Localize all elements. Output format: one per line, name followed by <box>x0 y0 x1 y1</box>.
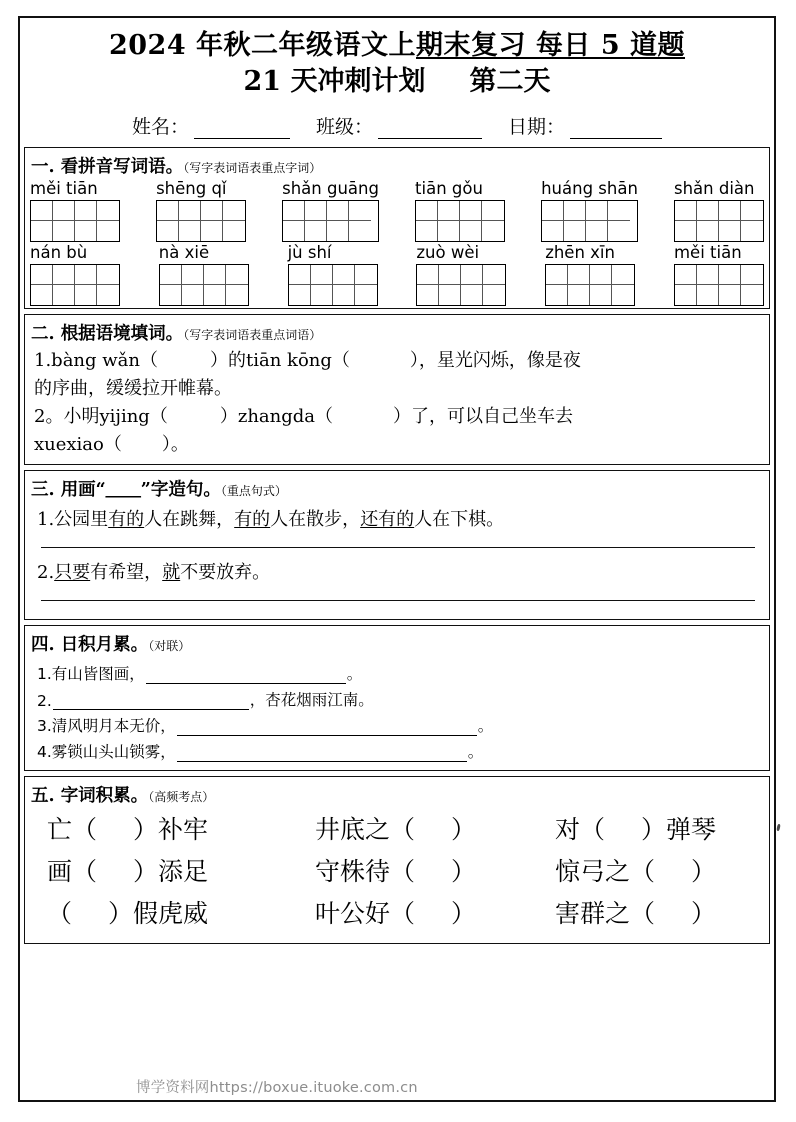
couplet-4-blank[interactable] <box>177 748 467 762</box>
idiom-item <box>555 812 755 848</box>
section-3-title-b: ”字造句。 <box>140 479 221 500</box>
couplet-1-blank[interactable] <box>146 670 346 684</box>
q1-part-a: 1.bàng wǎn（ <box>34 350 158 372</box>
section-2-body <box>25 347 769 464</box>
section-1-note: （写字表词语表重点字词） <box>183 161 322 176</box>
pinyin-label: jù shí <box>287 243 332 263</box>
section-2-note: （写字表词语表重点词语） <box>183 328 322 343</box>
tianzige-grid[interactable] <box>30 264 120 306</box>
tianzige-grid[interactable] <box>674 264 764 306</box>
q2-line2-part-b: ）。 <box>161 434 189 456</box>
date-label: 日期： <box>508 116 566 139</box>
pinyin-label: nán bù <box>30 243 88 263</box>
pinyin-label: shǎn diàn <box>673 179 755 199</box>
pinyin-label: nà xiē <box>158 243 210 263</box>
tianzige-grid[interactable] <box>159 264 249 306</box>
question-1-line-1 <box>34 347 762 375</box>
idiom-item <box>315 896 555 932</box>
idiom-before: 守株待（ <box>315 857 416 887</box>
s3-q2-p3: 就 <box>162 561 181 583</box>
section-3-number: 三. <box>31 479 55 500</box>
couplet-2-before: 2. <box>37 691 52 710</box>
idiom-item <box>47 854 315 890</box>
section-4-title: 日积月累。 <box>60 634 149 655</box>
couplet-3-blank[interactable] <box>177 722 477 736</box>
idiom-before: 叶公好（ <box>315 899 416 929</box>
idiom-row-2 <box>25 851 769 893</box>
tianzige-grid[interactable] <box>541 200 638 242</box>
idiom-after: ）假虎威 <box>108 899 209 929</box>
section-3-heading <box>25 471 769 503</box>
pinyin-cell <box>30 244 120 306</box>
student-meta-row <box>26 112 768 139</box>
tianzige-grid[interactable] <box>545 264 635 306</box>
section-4-note: （对联） <box>148 638 191 653</box>
page-title-line-1 <box>26 28 768 64</box>
idiom-after: ） <box>451 814 477 844</box>
couplet-2-blank[interactable] <box>53 696 249 710</box>
s3-q1-p6: 人在下棋。 <box>414 508 505 530</box>
pinyin-label: zhēn xīn <box>545 243 615 263</box>
idiom-item <box>555 854 755 890</box>
class-field-group <box>316 112 482 139</box>
section-2-number: 二. <box>31 324 55 345</box>
section-2-context-fill <box>24 314 770 465</box>
question-2-line-2 <box>34 431 762 459</box>
class-label: 班级： <box>315 116 373 139</box>
q1-part-c: ），星光闪烁，像是夜 <box>409 350 581 372</box>
tianzige-grid[interactable] <box>415 200 505 242</box>
idiom-item <box>47 896 315 932</box>
idiom-after: ） <box>451 857 477 887</box>
q2-part-a: 2。小明yijing（ <box>34 406 168 428</box>
section-3-note: （重点句式） <box>220 483 287 498</box>
couplet-line-2 <box>25 684 769 710</box>
pinyin-label: měi tiān <box>673 243 742 263</box>
idiom-after: ） <box>451 899 477 929</box>
couplet-1-before: 1.有山皆图画， <box>37 664 145 683</box>
section-2-heading <box>25 315 769 347</box>
tianzige-grid[interactable] <box>156 200 246 242</box>
couplet-3-after: 。 <box>477 716 494 735</box>
section-3-example-2 <box>25 548 769 584</box>
page-title-line-2 <box>26 64 768 100</box>
couplet-line-3 <box>25 710 769 736</box>
idiom-item <box>315 854 555 890</box>
couplet-line-1 <box>25 658 769 684</box>
name-label: 姓名： <box>131 116 189 139</box>
title-day-label: 第二天 <box>469 65 551 97</box>
couplet-2-after: ，杏花烟雨江南。 <box>249 690 374 709</box>
couplet-4-before: 4.雾锁山头山锁雾， <box>37 742 176 761</box>
couplet-1-after: 。 <box>346 664 363 683</box>
couplet-4-after: 。 <box>467 742 484 761</box>
idiom-after: ）补牢 <box>133 814 209 844</box>
date-field-group <box>508 112 662 139</box>
couplet-line-4 <box>25 736 769 770</box>
section-1-pinyin-writing <box>24 147 770 309</box>
section-5-note: （高频考点） <box>148 789 215 804</box>
idiom-before: 井底之（ <box>315 814 416 844</box>
pinyin-cell <box>416 244 506 306</box>
section-5-number: 五. <box>31 785 55 806</box>
tianzige-grid[interactable] <box>30 200 120 242</box>
s3-q2-p4: 不要放弃。 <box>180 561 271 583</box>
s3-q1-p0: 1.公园里 <box>37 508 109 530</box>
pinyin-cell <box>282 180 379 242</box>
q2-part-b: ）zhangda（ <box>219 406 334 428</box>
idiom-before: 亡（ <box>47 814 98 844</box>
pinyin-label: shǎn guāng <box>282 179 379 199</box>
pinyin-label: shēng qǐ <box>156 179 227 199</box>
s3-q2-p1: 只要 <box>54 561 91 583</box>
watermark-text: 博学资料网https://boxue.ituoke.com.cn <box>136 1080 418 1096</box>
section-2-title: 根据语境填词。 <box>60 324 184 345</box>
q2-line2-part-a: xuexiao（ <box>34 434 122 456</box>
section-5-title: 字词积累。 <box>60 785 149 806</box>
idiom-after: ）添足 <box>133 857 209 887</box>
s3-q1-p1: 有的 <box>108 508 145 530</box>
section-1-title: 看拼音写词语。 <box>60 157 184 178</box>
idiom-after: ）弹琴 <box>641 814 717 844</box>
idiom-before: 对（ <box>555 814 606 844</box>
pinyin-cell <box>674 180 764 242</box>
q2-part-c: ）了，可以自己坐车去 <box>393 406 574 428</box>
question-2-line-1 <box>34 403 762 431</box>
idiom-before: 害群之（ <box>555 899 656 929</box>
section-1-number: 一. <box>31 157 55 178</box>
question-1-line-2: 的序曲，缓缓拉开帷幕。 <box>34 378 232 400</box>
tianzige-grid[interactable] <box>674 200 764 242</box>
section-4-daily-accumulation <box>24 625 770 771</box>
s3-q1-p4: 人在散步， <box>270 508 361 530</box>
class-input[interactable] <box>378 123 482 139</box>
idiom-before: （ <box>47 899 73 929</box>
s3-q2-p2: 有希望， <box>90 561 163 583</box>
name-field-group <box>132 112 290 139</box>
date-input[interactable] <box>570 123 662 139</box>
title-prefix: 2024 年秋二年级语文上 <box>108 30 417 61</box>
idiom-before: 惊弓之（ <box>555 857 656 887</box>
tianzige-grid[interactable] <box>288 264 378 306</box>
title-plan-label: 21 天冲刺计划 <box>243 65 426 97</box>
title-underlined: 期末复习 每日 5 道题 <box>416 30 686 61</box>
pinyin-label: huáng shān <box>541 179 638 199</box>
idiom-before: 画（ <box>47 857 98 887</box>
section-3-title-a: 用画“ <box>60 479 106 500</box>
pinyin-cell <box>156 180 246 242</box>
pinyin-label: zuò wèi <box>416 243 480 263</box>
tianzige-grid[interactable] <box>416 264 506 306</box>
section-3-blank-mark: ＿＿ <box>105 479 141 500</box>
tianzige-grid[interactable] <box>282 200 379 242</box>
pinyin-cell <box>674 244 764 306</box>
worksheet-page <box>18 16 776 1102</box>
page-speck <box>776 824 780 831</box>
idiom-item <box>315 812 555 848</box>
pinyin-label: tiān gǒu <box>415 179 483 199</box>
section-4-heading <box>25 626 769 658</box>
pinyin-cell <box>541 180 638 242</box>
section-5-heading <box>25 777 769 809</box>
s3-q1-p5: 还有的 <box>360 508 415 530</box>
pinyin-cell <box>415 180 505 242</box>
pinyin-cell <box>288 244 378 306</box>
pinyin-cell <box>545 244 635 306</box>
idiom-row-1 <box>25 809 769 851</box>
idiom-after: ） <box>691 899 717 929</box>
section-1-heading <box>25 148 769 180</box>
s3-q2-p0: 2. <box>37 561 55 583</box>
name-input[interactable] <box>194 123 290 139</box>
idiom-after: ） <box>691 857 717 887</box>
q1-part-b: ）的tiān kōng（ <box>210 350 350 372</box>
section-4-number: 四. <box>31 634 55 655</box>
worksheet-header <box>20 18 774 139</box>
pinyin-row-1 <box>25 180 769 242</box>
pinyin-cell <box>159 244 249 306</box>
section-5-vocabulary <box>24 776 770 944</box>
s3-q1-p2: 人在跳舞， <box>144 508 235 530</box>
idiom-item <box>47 812 315 848</box>
s3-q1-p3: 有的 <box>234 508 271 530</box>
pinyin-cell <box>30 180 120 242</box>
pinyin-label: měi tiān <box>30 179 98 199</box>
idiom-item <box>555 896 755 932</box>
pinyin-row-2 <box>25 244 769 306</box>
idiom-row-3 <box>25 893 769 942</box>
section-3-sentence-making <box>24 470 770 620</box>
section-3-example-1 <box>25 503 769 531</box>
couplet-3-before: 3.清风明月本无价， <box>37 716 176 735</box>
